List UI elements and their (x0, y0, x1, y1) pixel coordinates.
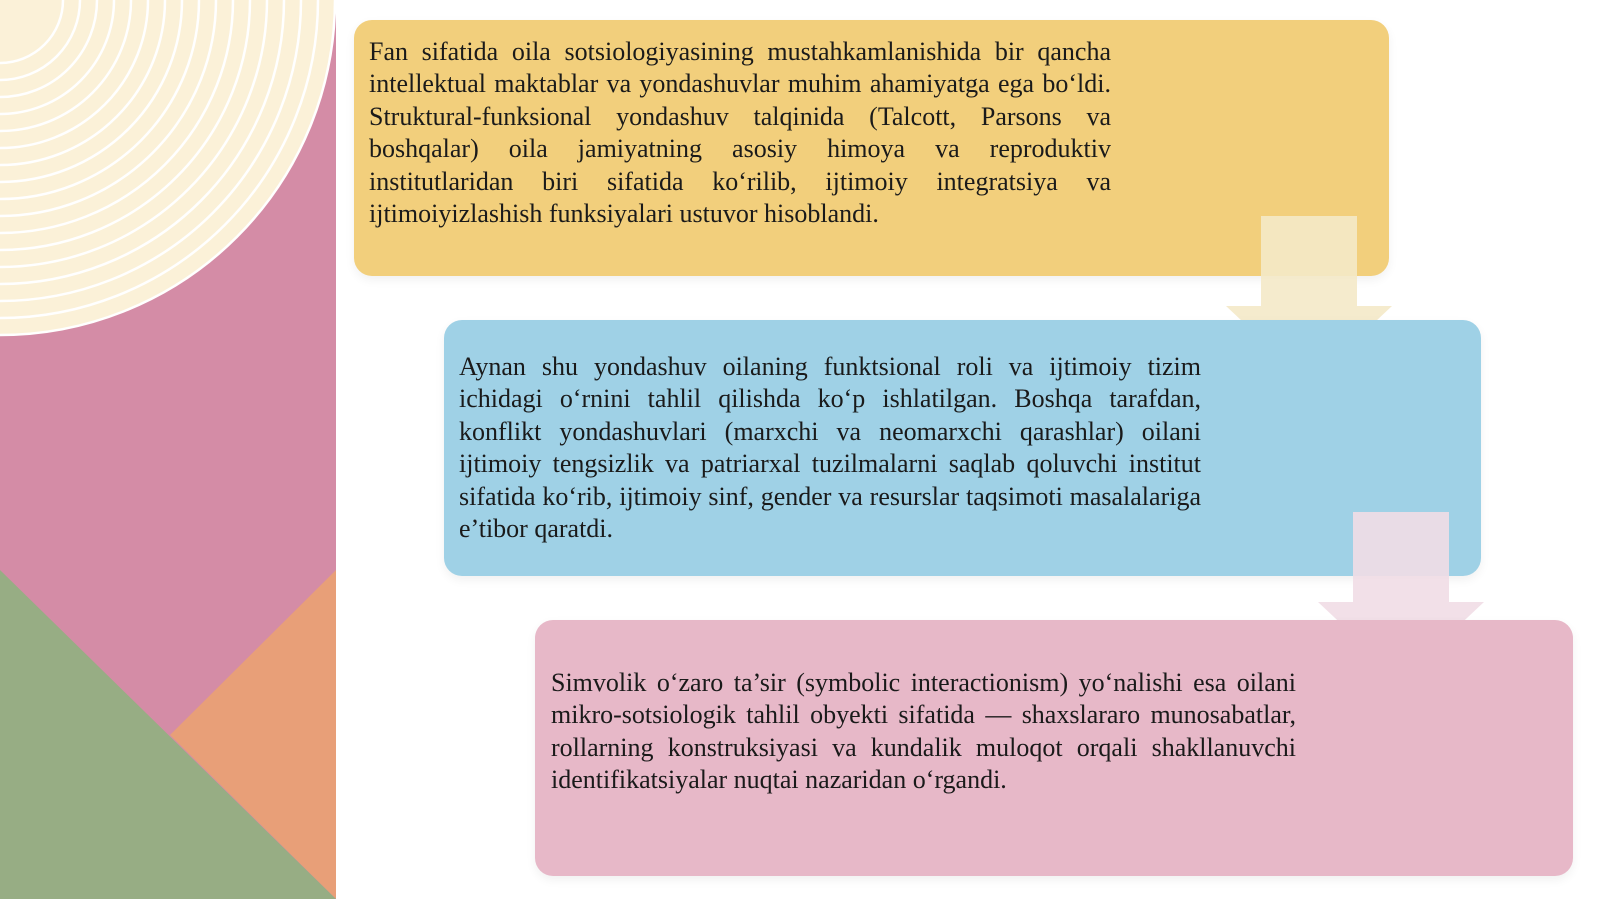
block-1-text: Fan sifatida oila sotsiologiyasining mustahkamlanishida bir qancha intellektual maktablar va yondashuvlar muhim ahamiyatga ega bo‘ldi. Struktural-funksional yondashuv talqinida (Talcott, Parsons va boshqalar) oila jamiyatning asosiy himoya va reproduktiv institutlaridan biri sifatida ko‘rilib, ijtimoiy integratsiya va ijtimoiyizlashish funksiyalari ustuvor hisoblandi. (369, 37, 1111, 229)
text-block-symbolic-interactionism (535, 620, 1573, 876)
block-3-text: Simvolik o‘zaro ta’sir (symbolic interactionism) yo‘nalishi esa oilani mikro-sotsiologik tahlil obyekti sifatida — shaxslararo munosabatlar, rollarning konstruksiyasi va kundalik muloqot orqali shakllanuvchi identifikatsiyalar nuqtai nazaridan o‘rgandi. (551, 668, 1296, 795)
block-2-text: Aynan shu yondashuv oilaning funktsional roli va ijtimoiy tizim ichidagi o‘rnini tahlil qilishda ko‘p ishlatilgan. Boshqa tarafdan, konflikt yondashuvlari (marxchi va neomarxchi qarashlar) oilani ijtimoiy tengsizlik va patriarxal tuzilmalarni saqlab qoluvchi institut sifatida ko‘rib, ijtimoiy sinf, gender va resurslar taqsimoti masalalariga e’tibor qaratdi. (459, 352, 1201, 544)
background-decoration (0, 0, 336, 899)
